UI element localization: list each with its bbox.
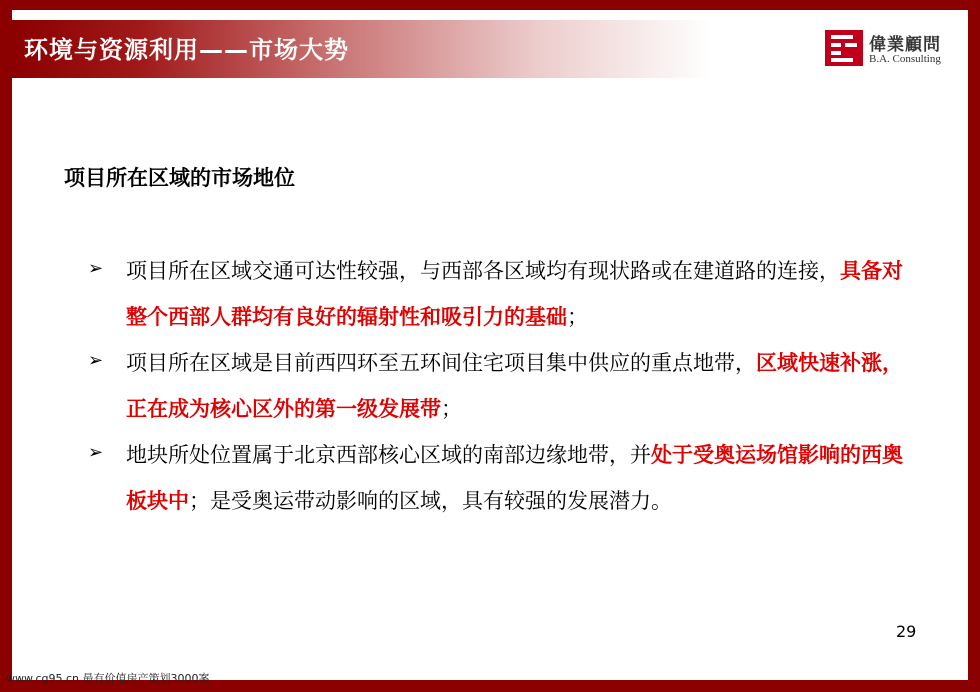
watermark-text: www.cg95.cn 最有价值房产策划3000案 bbox=[6, 672, 210, 685]
logo-english-name: B.A. Consulting bbox=[869, 53, 941, 65]
arrow-bullet-icon: ➢ bbox=[88, 258, 104, 279]
bullet-text-part: ； bbox=[567, 305, 588, 329]
bullet-text bbox=[126, 248, 906, 340]
bullet-text-part: ； bbox=[441, 397, 462, 421]
bullet-text-part: 项目所在区域是目前西四环至五环间住宅项目集中供应的重点地带， bbox=[126, 351, 756, 375]
section-subtitle: 项目所在区域的市场地位 bbox=[64, 166, 295, 190]
bullet-list bbox=[76, 248, 906, 524]
arrow-bullet-icon: ➢ bbox=[88, 442, 104, 463]
bullet-highlight: 具备对整个西部人群均有良好的辐射性和吸引力的基础 bbox=[126, 259, 903, 329]
bullet-text bbox=[126, 432, 906, 524]
bullet-item bbox=[76, 432, 906, 524]
arrow-bullet-icon: ➢ bbox=[88, 350, 104, 371]
bullet-item bbox=[76, 248, 906, 340]
page-number: 29 bbox=[896, 622, 917, 641]
bullet-text bbox=[126, 340, 906, 432]
bullet-text-part: 地块所处位置属于北京西部核心区域的南部边缘地带，并 bbox=[126, 443, 651, 467]
logo-chinese-name: 偉業顧問 bbox=[869, 35, 941, 55]
bullet-text-part: 项目所在区域交通可达性较强，与西部各区域均有现状路或在建道路的连接， bbox=[126, 259, 840, 283]
bullet-item bbox=[76, 340, 906, 432]
slide-title: 环境与资源利用——市场大势 bbox=[24, 36, 349, 64]
bullet-highlight: 处于受奥运场馆影响的西奥板块中 bbox=[126, 443, 903, 513]
bullet-text-part: ；是受奥运带动影响的区域，具有较强的发展潜力。 bbox=[189, 489, 672, 513]
bullet-highlight: 区域快速补涨，正在成为核心区外的第一级发展带 bbox=[126, 351, 903, 421]
company-logo bbox=[825, 22, 960, 72]
ba-consulting-logo-icon bbox=[825, 30, 863, 66]
